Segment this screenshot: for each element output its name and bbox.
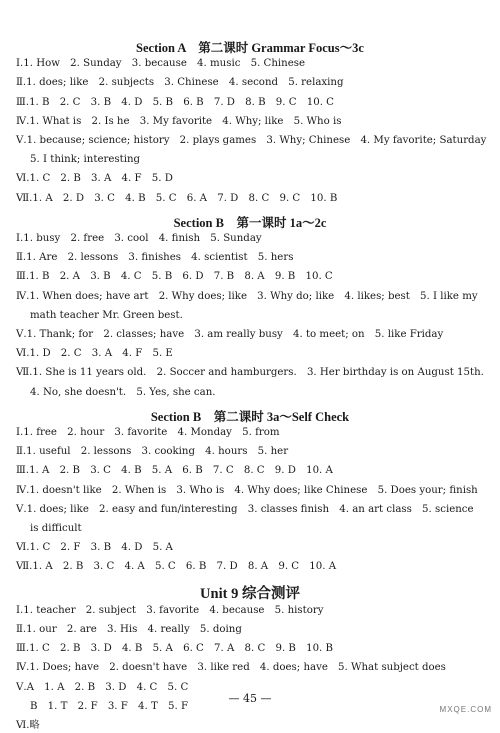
answer-line: B 1. T 2. F 3. F 4. T 5. F <box>30 700 189 712</box>
answer-line: Ⅳ.1. doesn't like 2. When is 3. Who is 4. Why does; like Chinese 5. Does your; finish <box>16 484 478 496</box>
section-title: Unit 9 综合测评 <box>200 585 300 602</box>
answer-line: Ⅴ.1. because; science; history 2. plays games 3. Why; Chinese 4. My favorite; Saturday <box>16 135 487 146</box>
answer-line: Ⅱ.1. Are 2. lessons 3. finishes 4. scientist 5. hers <box>16 252 294 264</box>
answer-line: Ⅰ.1. busy 2. free 3. cool 4. finish 5. Sunday <box>16 233 262 244</box>
answer-line: Ⅲ.1. B 2. C 3. B 4. D 5. B 6. B 7. D 8. B 9. C 10. C <box>16 96 334 108</box>
section-title: Section B 第二课时 3a～Self Check <box>150 409 350 424</box>
answer-line: 4. No, she doesn't. 5. Yes, she can. <box>30 386 216 398</box>
answer-line: Ⅰ.1. free 2. hour 3. favorite 4. Monday 5. from <box>16 427 280 438</box>
answer-line: Ⅳ.1. Does; have 2. doesn't have 3. like red 4. does; have 5. What subject does <box>16 662 446 674</box>
answer-line: Ⅰ.1. How 2. Sunday 3. because 4. music 5. Chinese <box>16 58 306 70</box>
answer-line: is difficult <box>30 523 82 534</box>
answer-line: Ⅲ.1. A 2. B 3. C 4. B 5. A 6. B 7. C 8. C 9. D 10. A <box>16 465 333 477</box>
answer-line: Ⅱ.1. our 2. are 3. His 4. really 5. doing <box>16 624 242 635</box>
answer-line: math teacher Mr. Green best. <box>30 309 183 321</box>
section-title: Section A 第二课时 Grammar Focus～3c <box>136 41 364 55</box>
answer-line: Ⅱ.1. does; like 2. subjects 3. Chinese 4. second 5. relaxing <box>16 77 344 89</box>
answer-line: 5. I think; interesting <box>30 154 141 166</box>
answer-line: Ⅴ.1. does; like 2. easy and fun/interesting 3. classes finish 4. an art class 5. science <box>16 503 474 515</box>
answer-line: Ⅳ.1. When does; have art 2. Why does; like 3. Why do; like 4. likes; best 5. I like my <box>16 290 478 302</box>
watermark-logo: MXQE.COM <box>439 705 492 714</box>
answer-line: Ⅶ.1. She is 11 years old. 2. Soccer and hamburgers. 3. Her birthday is on August 15th. <box>16 367 484 379</box>
answer-line: Ⅳ.1. What is 2. Is he 3. My favorite 4. Why; like 5. Who is <box>16 115 342 127</box>
answer-line: Ⅴ.1. Thank; for 2. classes; have 3. am really busy 4. to meet; on 5. like Friday <box>16 329 444 340</box>
answer-line: Ⅱ.1. useful 2. lessons 3. cooking 4. hours 5. her <box>16 446 289 458</box>
answer-line: Ⅵ.1. D 2. C 3. A 4. F 5. E <box>16 348 173 360</box>
answer-line: Ⅵ.略 <box>16 720 40 731</box>
answer-line: Ⅶ.1. A 2. B 3. C 4. A 5. C 6. B 7. D 8. A 9. C 10. A <box>16 561 337 573</box>
page-number: — 45 — <box>228 692 272 705</box>
answer-line: Ⅲ.1. B 2. A 3. B 4. C 5. B 6. D 7. B 8. A 9. B 10. C <box>16 271 333 283</box>
answer-line: Ⅲ.1. C 2. B 3. D 4. B 5. A 6. C 7. A 8. C 9. B 10. B <box>16 643 334 655</box>
answer-line: Ⅵ.1. C 2. F 3. B 4. D 5. A <box>16 542 173 554</box>
section-title: Section B 第一课时 1a～2c <box>173 215 327 230</box>
answer-line: Ⅶ.1. A 2. D 3. C 4. B 5. C 6. A 7. D 8. C 9. C 10. B <box>16 192 338 204</box>
answer-line: Ⅰ.1. teacher 2. subject 3. favorite 4. because 5. history <box>16 604 324 616</box>
answer-line: Ⅵ.1. C 2. B 3. A 4. F 5. D <box>16 173 173 185</box>
answer-line: Ⅴ.A 1. A 2. B 3. D 4. C 5. C <box>16 681 189 693</box>
